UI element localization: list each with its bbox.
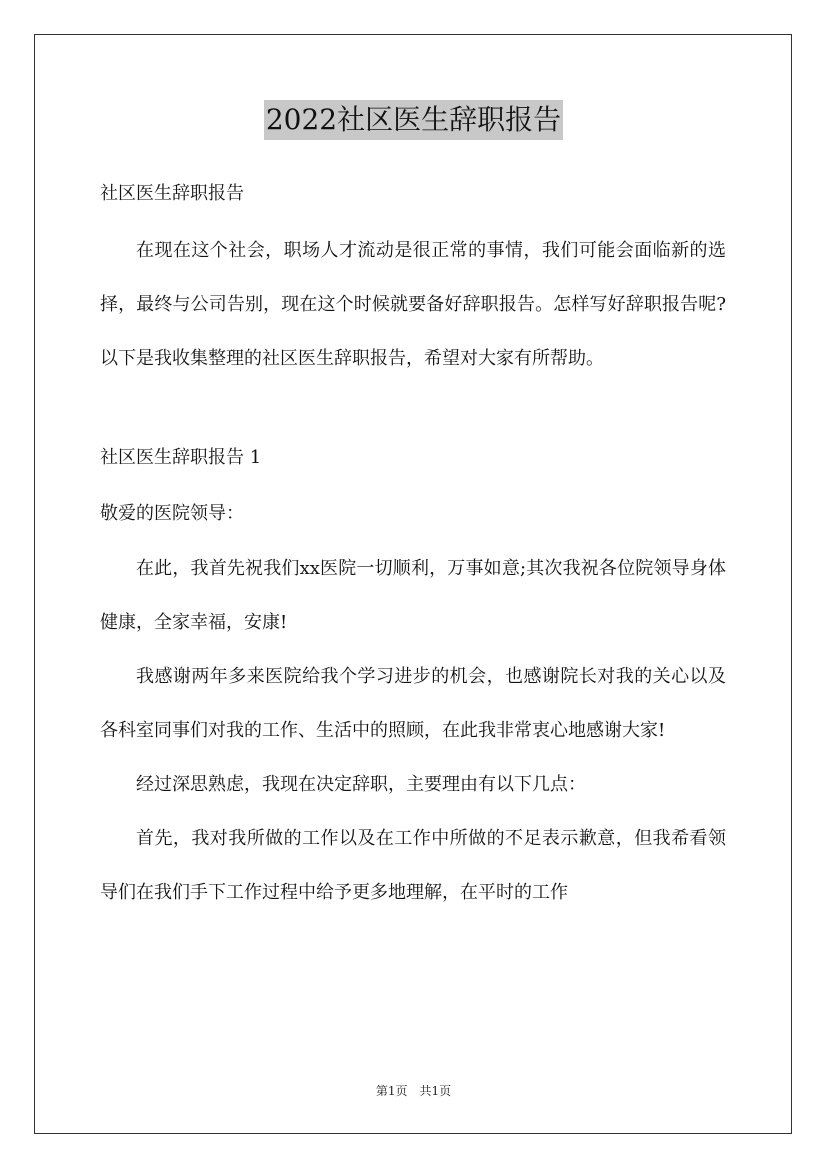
title-container (0, 100, 827, 140)
intro-paragraph: 在现在这个社会，职场人才流动是很正常的事情，我们可能会面临新的选择，最终与公司告别，现在这个时候就要备好辞职报告。怎样写好辞职报告呢?以下是我收集整理的社区医生辞职报告，希望对大家有所帮助。 (100, 240, 726, 369)
body-paragraph: 首先，我对我所做的工作以及在工作中所做的不足表示歉意，但我希看领导们在我们手下工作过程中给予更多地理解，在平时的工作 (100, 828, 726, 903)
document-body (100, 172, 726, 920)
document-subtitle: 社区医生辞职报告 (100, 183, 244, 204)
body-paragraph: 经过深思熟虑，我现在决定辞职，主要理由有以下几点： (136, 774, 586, 795)
body-paragraph: 我感谢两年多来医院给我个学习进步的机会，也感谢院长对我的关心以及各科室同事们对我的工作、生活中的照顾，在此我非常衷心地感谢大家! (100, 666, 726, 741)
document-title: 2022社区医生辞职报告 (264, 100, 563, 140)
section-title: 社区医生辞职报告 1 (100, 447, 262, 468)
spacer (100, 386, 726, 436)
salutation: 敬爱的医院领导： (100, 503, 244, 524)
body-paragraph: 在此，我首先祝我们xx医院一切顺利，万事如意;其次我祝各位院领导身体健康，全家幸福，安康! (100, 558, 726, 633)
page-footer: 第1页 共1页 (375, 1084, 452, 1098)
